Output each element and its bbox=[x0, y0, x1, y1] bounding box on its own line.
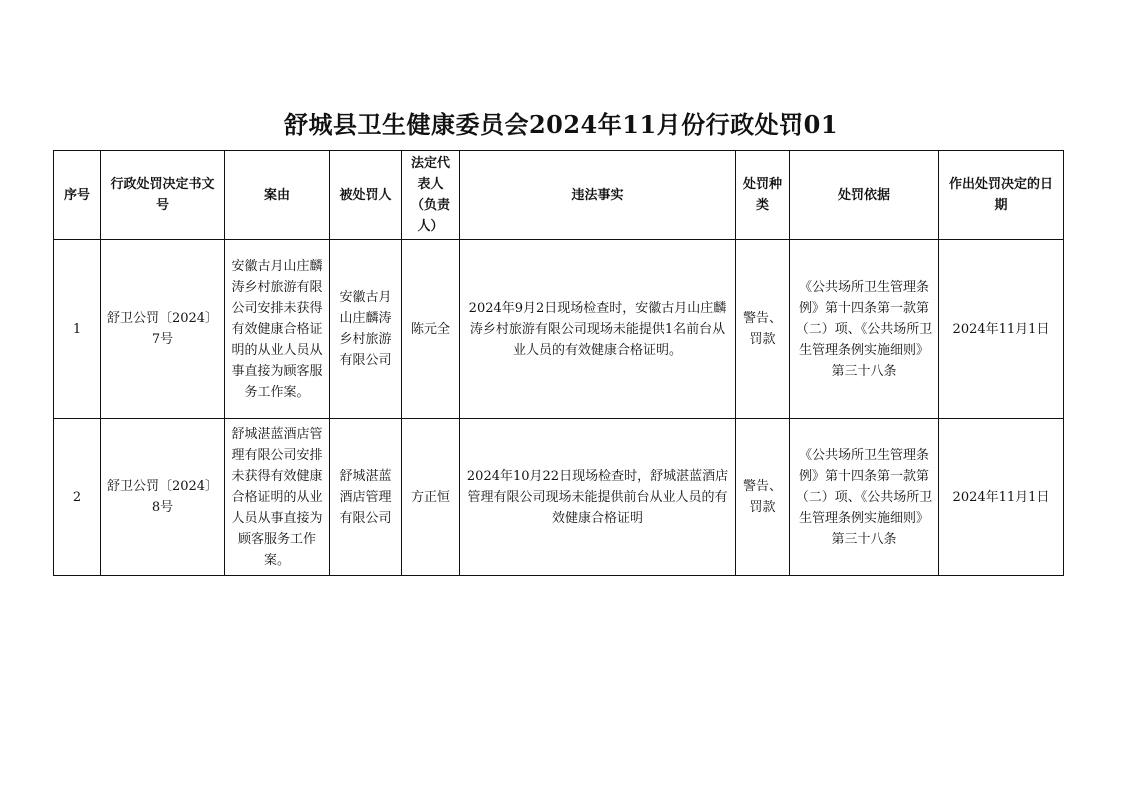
cell-basis: 《公共场所卫生管理条例》第十四条第一款第（二）项、《公共场所卫生管理条例实施细则》第三十八条 bbox=[790, 240, 939, 419]
cell-case: 舒城湛蓝酒店管理有限公司安排未获得有效健康合格证明的从业人员从事直接为顾客服务工作案。 bbox=[225, 419, 330, 576]
header-basis: 处罚依据 bbox=[790, 151, 939, 240]
table-header-row bbox=[54, 151, 1064, 240]
page-title: 舒城县卫生健康委员会2024年11月份行政处罚01 bbox=[283, 110, 839, 139]
header-legal-rep: 法定代表人（负责人） bbox=[402, 151, 460, 240]
table-row bbox=[54, 419, 1064, 576]
cell-party: 安徽古月山庄麟涛乡村旅游有限公司 bbox=[330, 240, 402, 419]
penalty-table bbox=[53, 150, 1064, 576]
header-penalty-type: 处罚种类 bbox=[736, 151, 790, 240]
cell-penalty-type: 警告、罚款 bbox=[736, 419, 790, 576]
cell-facts: 2024年9月2日现场检查时，安徽古月山庄麟涛乡村旅游有限公司现场未能提供1名前台从业人员的有效健康合格证明。 bbox=[460, 240, 736, 419]
cell-party: 舒城湛蓝酒店管理有限公司 bbox=[330, 419, 402, 576]
cell-basis: 《公共场所卫生管理条例》第十四条第一款第（二）项、《公共场所卫生管理条例实施细则》第三十八条 bbox=[790, 419, 939, 576]
cell-index: 1 bbox=[54, 240, 101, 419]
header-party: 被处罚人 bbox=[330, 151, 402, 240]
header-facts: 违法事实 bbox=[460, 151, 736, 240]
cell-legal-rep: 陈元全 bbox=[402, 240, 460, 419]
header-doc-no: 行政处罚决定书文号 bbox=[101, 151, 225, 240]
cell-date: 2024年11月1日 bbox=[939, 419, 1064, 576]
cell-date: 2024年11月1日 bbox=[939, 240, 1064, 419]
header-case: 案由 bbox=[225, 151, 330, 240]
cell-penalty-type: 警告、罚款 bbox=[736, 240, 790, 419]
cell-index: 2 bbox=[54, 419, 101, 576]
cell-doc-no: 舒卫公罚〔2024〕8号 bbox=[101, 419, 225, 576]
header-index: 序号 bbox=[54, 151, 101, 240]
header-date: 作出处罚决定的日期 bbox=[939, 151, 1064, 240]
table-row bbox=[54, 240, 1064, 419]
cell-case: 安徽古月山庄麟涛乡村旅游有限公司安排未获得有效健康合格证明的从业人员从事直接为顾客服务工作案。 bbox=[225, 240, 330, 419]
cell-facts: 2024年10月22日现场检查时，舒城湛蓝酒店管理有限公司现场未能提供前台从业人员的有效健康合格证明 bbox=[460, 419, 736, 576]
cell-legal-rep: 方正恒 bbox=[402, 419, 460, 576]
cell-doc-no: 舒卫公罚〔2024〕7号 bbox=[101, 240, 225, 419]
